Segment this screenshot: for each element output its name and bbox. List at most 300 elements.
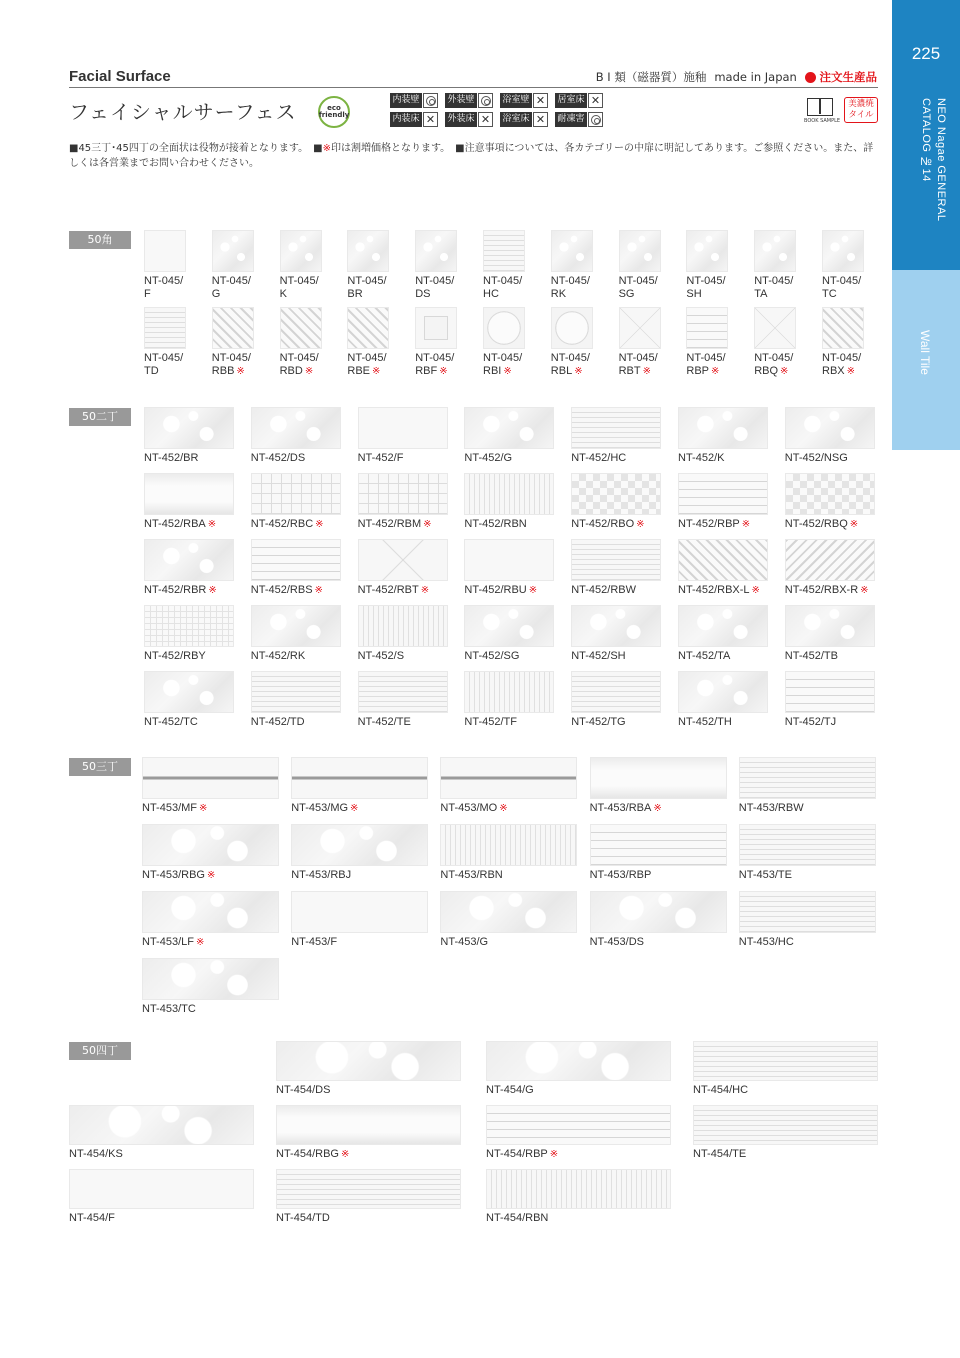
cross-icon: ✕ [533,112,548,127]
tile-code-prefix: NT-045/ [483,352,523,364]
tile-code-text: NT-453/TE [738,869,792,881]
tile-swatch [144,671,234,713]
tile-swatch [251,539,341,581]
tile-code-suffix [483,288,522,301]
surcharge-mark: ※ [860,585,869,596]
tile-code-prefix: NT-045/ [550,352,590,364]
surcharge-mark: ※ [636,519,645,530]
tile-code [440,936,490,949]
tile-code-suffix-text: RBI [483,365,502,377]
tile-code-suffix [551,288,590,301]
book-icon [807,98,833,116]
surcharge-mark: ※ [423,519,432,530]
note-2-mark: ※ [322,143,331,154]
tile-code [619,275,658,301]
tile-code-suffix [754,365,793,378]
tile-code [69,1148,125,1161]
tile-code [678,650,732,663]
tile-code-text: NT-453/MF [142,802,198,814]
made-in-text: made in Japan [714,70,797,84]
tile-code [291,802,358,815]
tile-code-text: NT-454/G [486,1084,534,1096]
tile-code-text: NT-452/TJ [784,716,837,728]
page-number: 225 [911,44,941,63]
tile-swatch [486,1105,671,1145]
tile-code-prefix: NT-045/ [822,352,862,364]
tile-code-text: NT-453/RBN [440,869,503,881]
tile-swatch [251,407,341,449]
tile-code-suffix-text: DS [415,288,431,300]
tile-swatch [822,230,864,272]
tile-code-suffix-text: SG [618,288,635,300]
tile-swatch [464,407,554,449]
tile-code-suffix-text: K [279,288,287,300]
usage-item [445,93,497,108]
tile-code [142,869,215,882]
tile-code-text: NT-453/LF [142,936,194,948]
usage-label: 居室床 [555,93,587,108]
tile-code-suffix-text: TD [144,365,159,377]
tile-swatch [590,824,727,866]
tile-swatch [212,307,254,349]
tile-code-text: NT-454/TD [276,1212,330,1224]
tile-code-prefix: NT-045/ [618,275,658,287]
tile-code [280,352,319,378]
eco-friendly-icon: eco friendly [318,96,350,128]
tile-swatch [678,605,768,647]
title-en: Facial Surface [69,68,171,85]
tile-code [464,584,537,597]
tile-swatch [144,473,234,515]
tile-code-suffix [144,288,183,301]
tile-code [551,352,590,378]
usage-item [500,93,552,108]
surcharge-mark: ※ [208,585,217,596]
tile-code [754,352,793,378]
tile-code-text: NT-452/RBA [144,518,206,530]
tile-swatch [415,307,457,349]
tile-swatch [464,473,554,515]
tile-code [619,352,658,378]
tile-swatch [440,757,577,799]
tile-swatch [571,539,661,581]
tile-code [415,352,454,378]
tile-code [251,716,307,729]
tile-code-suffix [754,288,793,301]
tile-code-text: NT-453/HC [738,936,794,948]
tile-swatch [464,671,554,713]
tile-code [785,584,869,597]
tile-code-suffix-text: TA [754,288,768,300]
tile-swatch [739,824,876,866]
note-2-bullet: ■ [313,143,323,154]
surcharge-mark: ※ [574,366,583,377]
tile-swatch [785,473,875,515]
tile-code [358,518,432,531]
tile-code-text: NT-452/RBY [144,650,206,662]
tile-swatch [280,307,322,349]
tile-swatch [358,473,448,515]
tile-swatch [486,1169,671,1209]
cross-icon: ✕ [478,112,493,127]
tile-code [686,352,725,378]
order-text: 注文生産品 [819,70,877,84]
tile-code [785,452,850,465]
tile-code [291,869,353,882]
surcharge-mark: ※ [420,585,430,596]
tile-code [276,1212,332,1225]
tile-swatch [822,307,864,349]
tile-code-suffix-text: RBX [822,365,845,377]
tile-swatch [571,407,661,449]
tile-code [415,275,454,301]
tile-code-text: NT-453/RBW [738,802,804,814]
tile-code-suffix-text: RBE [347,365,371,377]
tile-code [142,936,204,949]
tile-code-text: NT-453/RBG [142,869,205,881]
tile-swatch [571,473,661,515]
tile-code-text: NT-453/RBP [589,869,652,881]
tile-swatch [142,824,279,866]
tile-swatch [291,757,428,799]
tile-swatch [785,671,875,713]
tile-swatch [686,230,728,272]
tile-code [69,1212,117,1225]
tile-swatch [291,824,428,866]
usage-label: 耐凍害 [555,112,587,127]
usage-item [555,93,607,108]
tile-code [571,716,627,729]
tile-code-text: NT-452/HC [571,452,627,464]
tile-code [678,518,750,531]
tile-code [358,716,413,729]
tile-code [571,584,638,597]
catalog-name: NEO Nagae GENERAL CATALOG №14 [920,98,947,222]
tile-code-prefix: NT-045/ [211,275,251,287]
surcharge-mark: ※ [199,803,208,814]
tile-code-suffix-text: RBP [686,365,710,377]
tile-code-suffix-text: BR [347,288,363,300]
tile-code [571,518,644,531]
tile-swatch [347,230,389,272]
tile-swatch [69,1169,254,1209]
cross-icon: ✕ [423,112,438,127]
tile-code-text: NT-452/RBM [357,518,422,530]
usage-item [555,112,607,127]
surcharge-mark: ※ [653,803,662,814]
surcharge-mark: ※ [304,366,314,377]
tile-code [144,518,216,531]
tile-swatch [785,605,875,647]
tile-code-suffix [415,365,454,378]
usage-label: 内装壁 [390,93,422,108]
tile-code [144,716,200,729]
tile-swatch [590,757,727,799]
tile-code [822,352,861,378]
tile-swatch [347,307,389,349]
tile-code [486,1148,558,1161]
surcharge-mark: ※ [499,803,508,814]
tile-code [142,802,207,815]
tile-code-prefix: NT-045/ [754,352,794,364]
tile-code-text: NT-452/TB [784,650,838,662]
tile-swatch [785,407,875,449]
tile-swatch [144,605,234,647]
tile-swatch [440,824,577,866]
tile-code-text: NT-452/RBX-L [678,584,750,596]
tile-code [754,275,793,301]
tile-swatch [358,539,448,581]
surcharge-mark: ※ [314,585,323,596]
tile-code-text: NT-452/BR [144,452,199,464]
tile-code-prefix: NT-045/ [415,275,455,287]
page-title: フェイシャルサーフェス [69,100,297,124]
surcharge-mark: ※ [340,1149,350,1160]
tile-code [590,802,662,815]
tile-code [693,1084,750,1097]
usage-item [500,112,552,127]
tile-swatch [144,307,186,349]
tile-code [486,1084,536,1097]
tile-code-suffix [483,365,522,378]
tile-code [212,352,251,378]
tile-code-suffix-text: RBT [618,365,641,377]
tile-code-suffix-text: RK [550,288,567,300]
tile-swatch [276,1169,461,1209]
surcharge-mark: ※ [236,366,245,377]
tile-code-text: NT-452/RBC [250,518,314,530]
tile-code-suffix-text: RBF [415,365,438,377]
tile-code [739,802,806,815]
tile-swatch [483,307,525,349]
tile-code-text: NT-452/G [464,452,513,464]
tile-code-suffix [347,365,386,378]
tile-swatch [291,891,428,933]
tile-code-prefix: NT-045/ [279,275,319,287]
tile-code [739,936,796,949]
tile-code-suffix-text: TC [822,288,837,300]
note-3: ■注意事項については、各カテゴリーの中扉に明記してあります。ご参照ください。また、詳しくは各営業までお問い合わせください。 [69,143,874,169]
tile-code [678,716,734,729]
usage-item [390,112,442,127]
tile-code-text: NT-453/F [291,936,338,948]
tile-code-text: NT-453/RBA [589,802,652,814]
tile-code [291,936,339,949]
tile-code [571,452,628,465]
tile-code-text: NT-453/DS [589,936,645,948]
tile-code [785,518,858,531]
tile-swatch [678,407,768,449]
tile-code-text: NT-452/RBT [357,584,419,596]
tile-code-suffix [144,365,183,378]
tile-code [358,650,406,663]
tile-code-text: NT-452/RBN [464,518,527,530]
usage-label: 外装床 [445,112,477,127]
tile-code-prefix: NT-045/ [686,352,726,364]
tile-code-text: NT-452/DS [250,452,306,464]
tile-swatch [483,230,525,272]
surcharge-mark: ※ [439,366,448,377]
tile-code [144,650,208,663]
tile-code-text: NT-454/F [69,1212,115,1224]
tile-code [440,869,504,882]
tile-code-text: NT-452/F [357,452,404,464]
tile-swatch [678,539,768,581]
tile-code [590,936,646,949]
tile-swatch [276,1041,461,1081]
surcharge-mark: ※ [751,585,760,596]
tile-code-suffix [619,365,658,378]
tile-code-prefix: NT-045/ [754,275,794,287]
tile-code-text: NT-452/RBP [678,518,740,530]
tile-swatch [144,539,234,581]
tile-swatch [590,891,727,933]
tile-swatch [571,671,661,713]
tile-code-prefix: NT-045/ [211,352,251,364]
tile-swatch [251,605,341,647]
tile-swatch [464,539,554,581]
tile-swatch [251,473,341,515]
tile-code [212,275,251,301]
surcharge-mark: ※ [372,366,381,377]
tile-swatch [464,605,554,647]
tile-code [785,716,838,729]
tile-swatch [69,1105,254,1145]
tile-swatch [142,958,279,1000]
surcharge-mark: ※ [780,366,789,377]
tile-swatch [739,757,876,799]
tile-code-text: NT-452/TH [678,716,732,728]
surcharge-mark: ※ [206,870,216,881]
tile-code-text: NT-453/G [440,936,489,948]
tile-code-text: NT-452/RBO [571,518,635,530]
tile-code-prefix: NT-045/ [550,275,590,287]
surcharge-mark: ※ [849,519,859,530]
tile-swatch [551,230,593,272]
tile-code [785,650,840,663]
tile-code-text: NT-452/TD [250,716,305,728]
tile-code [464,518,528,531]
tile-code-text: NT-454/RBP [486,1148,548,1160]
tile-swatch [486,1041,671,1081]
surcharge-mark: ※ [846,366,856,377]
notes [69,141,881,171]
tile-swatch [686,307,728,349]
surcharge-mark: ※ [642,366,651,377]
tile-code [483,275,522,301]
surcharge-mark: ※ [207,519,217,530]
section-label-50-3: 50三丁 [69,758,131,776]
tile-code-text: NT-452/NSG [784,452,848,464]
tile-code-text: NT-452/TF [464,716,517,728]
red-dot-icon [805,72,816,83]
tile-code [590,869,654,882]
tile-code-suffix-text: SH [686,288,702,300]
tile-code [251,650,307,663]
usage-item [390,93,442,108]
tile-code-suffix [822,365,861,378]
tile-code-text: NT-452/RBS [250,584,313,596]
cross-icon: ✕ [588,93,603,108]
surcharge-mark: ※ [315,519,324,530]
tile-code [483,352,522,378]
double-circle-icon [588,112,603,127]
tile-swatch [693,1105,878,1145]
tile-code-suffix-text: HC [483,288,499,300]
tile-code [251,452,307,465]
tile-code [486,1212,550,1225]
note-1: ■45三丁･45四丁の全面状は役物が接着となります。 [69,143,304,154]
tile-code [144,275,183,301]
order-badge [805,69,877,85]
tile-code [571,650,627,663]
surcharge-mark: ※ [503,366,512,377]
tile-code [276,1148,349,1161]
tile-code-suffix-text: RBQ [754,365,779,377]
tile-swatch [358,605,448,647]
surcharge-mark: ※ [741,519,751,530]
tile-code-prefix: NT-045/ [347,275,387,287]
tile-code-text: NT-452/RBW [571,584,636,596]
usage-label: 浴室床 [500,112,532,127]
usage-table [390,93,607,127]
tile-code [464,650,521,663]
tile-code-text: NT-453/MO [440,802,498,814]
tile-code-suffix [347,288,386,301]
tile-code [822,275,861,301]
mino-tile-badge: 美濃焼タイル [844,97,878,123]
tile-swatch [280,230,322,272]
tile-code [251,518,324,531]
tile-swatch [678,473,768,515]
tile-code [686,275,725,301]
double-circle-icon [423,93,438,108]
tile-swatch [619,230,661,272]
tile-code-suffix [280,365,319,378]
tile-code-prefix: NT-045/ [618,352,658,364]
tile-code-text: NT-452/RBX-R [784,584,859,596]
tile-code-prefix: NT-045/ [347,352,387,364]
tile-code-suffix [212,288,251,301]
tile-code [280,275,319,301]
tile-code-prefix: NT-045/ [279,352,319,364]
tile-code-text: NT-452/K [678,452,725,464]
tile-code [678,584,760,597]
book-sample [804,98,841,124]
tile-code-suffix-text: G [211,288,221,300]
tile-code-suffix-text: RBD [279,365,303,377]
tile-code-text: NT-452/RBU [464,584,527,596]
tile-code-text: NT-452/RK [250,650,306,662]
section-label-50-2: 50二丁 [69,408,131,426]
tile-code-text: NT-452/RBQ [784,518,848,530]
tile-swatch [785,539,875,581]
usage-label: 外装壁 [445,93,477,108]
tile-code-text: NT-454/RBN [486,1212,549,1224]
tile-code [739,869,794,882]
double-circle-icon [478,93,493,108]
tile-swatch [142,891,279,933]
tile-code-suffix [619,288,658,301]
tile-code-text: NT-452/TG [571,716,626,728]
tile-code-prefix: NT-045/ [822,275,862,287]
tile-code-prefix: NT-045/ [483,275,523,287]
note-2: 印は割増価格となります。 [330,143,446,154]
usage-label: 浴室壁 [500,93,532,108]
tile-code [347,275,386,301]
tile-code-prefix: NT-045/ [686,275,726,287]
tile-code-suffix [686,288,725,301]
